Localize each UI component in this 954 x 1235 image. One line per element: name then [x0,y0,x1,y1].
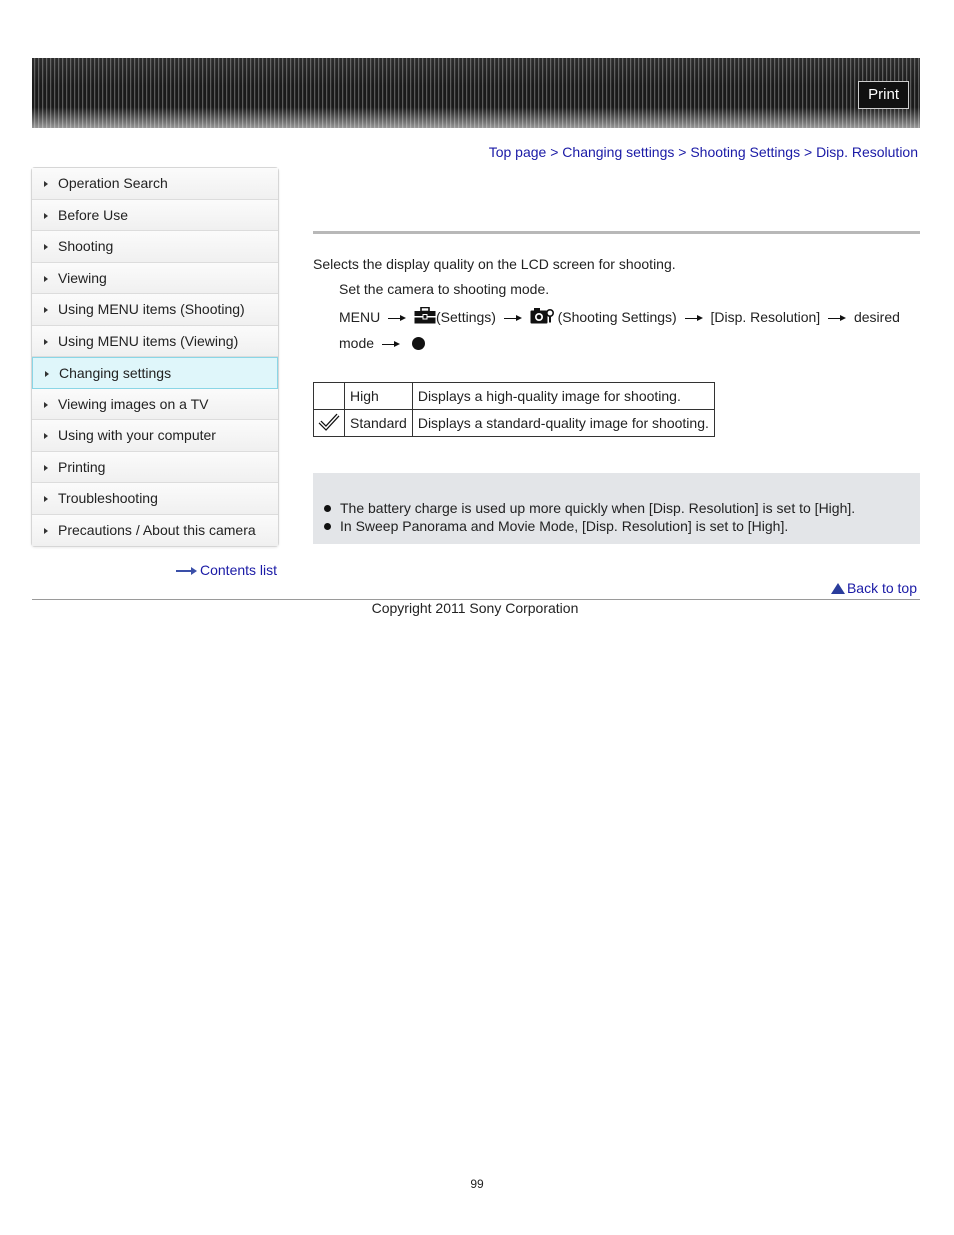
triangle-right-icon [44,496,48,502]
step-1-text: Set the camera to shooting mode. [339,281,550,297]
sidebar-item-shooting[interactable] [32,231,278,263]
sidebar-item-viewing-tv[interactable] [32,389,278,421]
step-2-text [339,305,909,355]
mode-table [313,382,715,437]
contents-list-link[interactable] [176,562,277,578]
sidebar-item-menu-shooting[interactable] [32,294,278,326]
sidebar-item-label: Changing settings [59,365,172,381]
breadcrumb-separator: > [550,144,559,160]
table-icon-cell [314,383,345,410]
sidebar-item-changing-settings[interactable] [32,357,278,389]
sidebar-item-label: Operation Search [58,175,168,191]
breadcrumb-separator: > [678,144,687,160]
notes-list [323,500,855,536]
list-item: The battery charge is used up more quickly when [Disp. Resolution] is set to [High]. [323,500,855,518]
list-item: In Sweep Panorama and Movie Mode, [Disp. Resolution] is set to [High]. [323,518,855,536]
mode-label: mode [339,335,375,351]
triangle-right-icon [44,307,48,313]
arrow-right-icon [504,314,522,322]
sidebar-item-label: Shooting [58,238,114,254]
print-button[interactable]: Print [858,81,909,109]
triangle-right-icon [44,528,48,534]
sidebar-item-label: Before Use [58,206,129,223]
triangle-right-icon [44,276,48,282]
breadcrumb-changing-settings[interactable]: Changing settings [562,144,675,160]
sidebar-item-viewing[interactable] [32,263,278,295]
table-row [314,410,715,437]
settings-label: (Settings) [436,309,496,325]
table-icon-cell [314,410,345,437]
notes-box [313,473,920,544]
sidebar-item-computer[interactable] [32,420,278,452]
arrow-right-icon [828,314,846,322]
breadcrumb-top-page[interactable]: Top page [488,144,547,160]
desired-label: desired [853,309,900,325]
sidebar-item-label: Troubleshooting [58,490,158,506]
sidebar-item-label: Precautions / About this camera [58,521,256,538]
triangle-right-icon [44,339,48,345]
sidebar-item-label: Printing [58,458,106,475]
title-divider [313,231,920,234]
arrow-right-icon [176,567,198,575]
arrow-right-icon [382,340,400,348]
arrow-right-icon [685,314,703,322]
table-cell-description: Displays a high-quality image for shooting. [412,383,714,410]
sidebar-item-precautions[interactable] [32,515,278,547]
disp-resolution-label: [Disp. Resolution] [710,309,821,325]
sidebar-item-troubleshooting[interactable] [32,483,278,515]
camera-settings-icon [530,307,554,331]
default-check-icon [318,413,340,431]
triangle-right-icon [44,433,48,439]
sidebar-item-printing[interactable] [32,452,278,484]
triangle-right-icon [44,244,48,250]
copyright-text: Copyright 2011 Sony Corporation [371,600,579,616]
back-to-top-label: Back to top [846,580,917,596]
intro-text: Selects the display quality on the LCD screen for shooting. [313,256,676,272]
table-row [314,383,715,410]
breadcrumb-disp-resolution[interactable]: Disp. Resolution [816,144,918,160]
sidebar-item-label: Viewing images on a TV [58,395,209,412]
table-cell-description: Displays a standard-quality image for shooting. [412,410,714,437]
triangle-right-icon [44,402,48,408]
header-banner [32,58,920,128]
sidebar-item-menu-viewing[interactable] [32,326,278,358]
breadcrumb [489,144,918,160]
page-number: 99 [470,1177,484,1191]
triangle-right-icon [44,465,48,471]
triangle-right-icon [44,181,48,187]
triangle-right-icon [45,371,49,377]
arrow-right-icon [388,314,406,322]
sidebar-item-label: Viewing [58,269,107,286]
table-cell-mode: Standard [345,410,413,437]
table-cell-mode: High [345,383,413,410]
back-to-top-link[interactable] [831,580,917,596]
breadcrumb-separator: > [803,144,813,160]
toolbox-icon [414,307,436,331]
triangle-right-icon [44,213,48,219]
filled-circle-icon [412,337,425,350]
shooting-settings-label: (Shooting Settings) [557,309,677,325]
triangle-up-icon [831,583,845,594]
menu-label: MENU [339,309,381,325]
breadcrumb-shooting-settings[interactable]: Shooting Settings [690,144,801,160]
sidebar-item-label: Using MENU items (Shooting) [58,301,245,317]
sidebar-item-label: Using MENU items (Viewing) [58,332,239,349]
contents-list-label: Contents list [200,562,278,578]
sidebar-item-label: Using with your computer [58,427,216,443]
sidebar-item-before-use[interactable] [32,200,278,232]
sidebar-nav [31,167,279,547]
sidebar-item-operation-search[interactable] [32,168,278,200]
